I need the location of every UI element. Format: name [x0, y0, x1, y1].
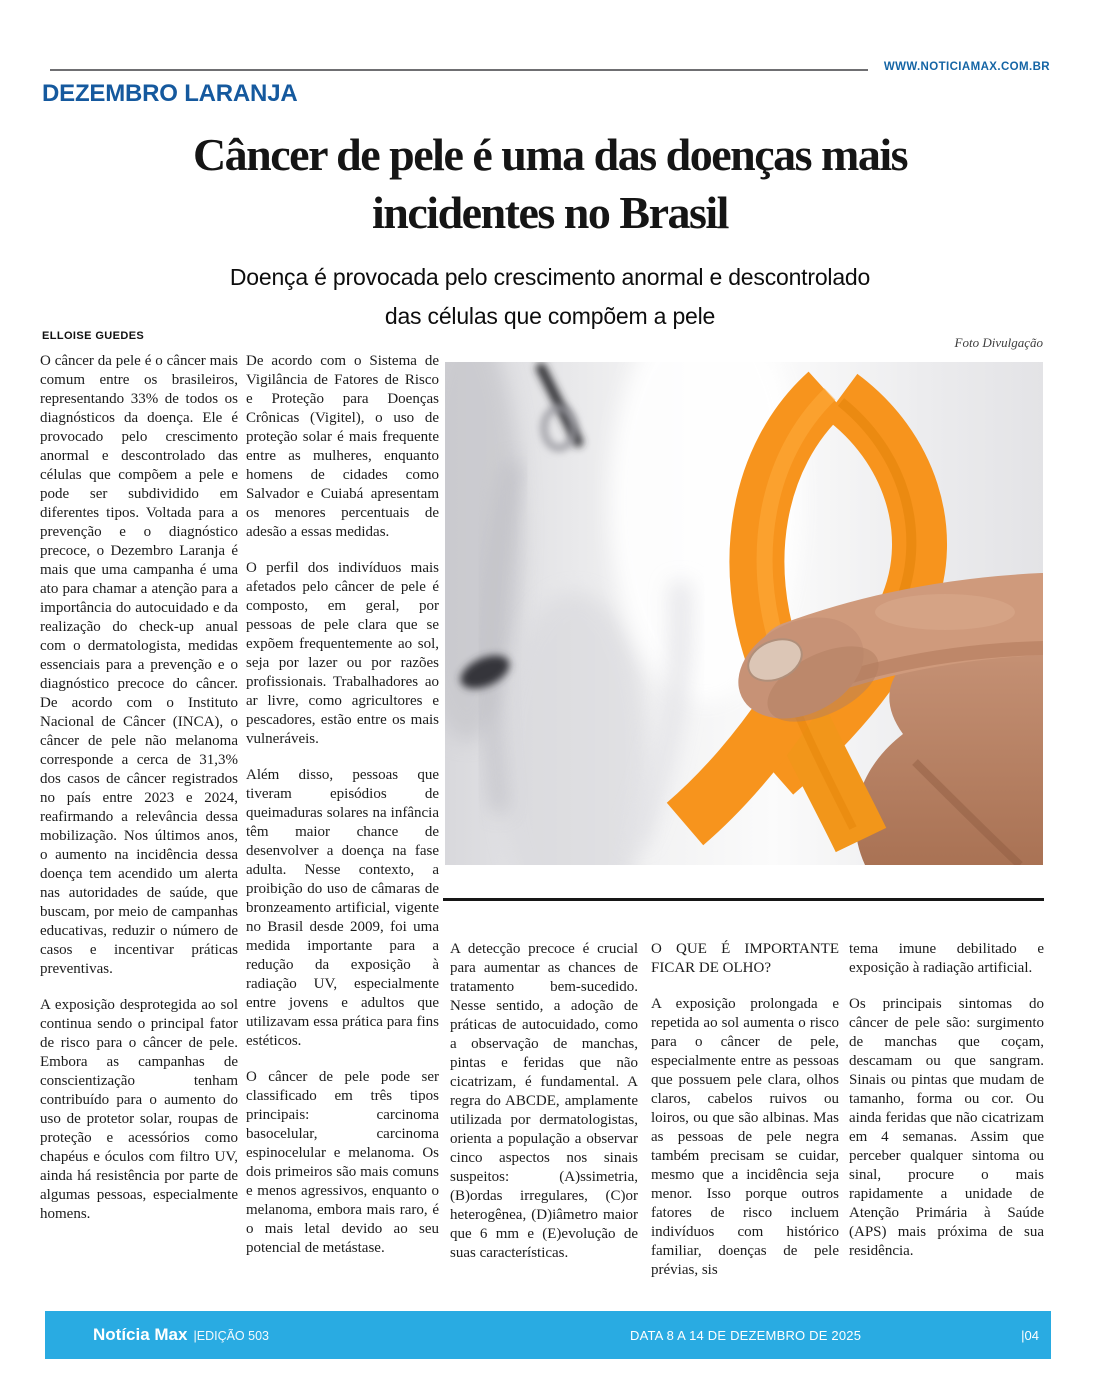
paragraph: A exposição desprotegida ao sol continua sendo o principal fator de risco para o câncer de pele. Embora as campanhas de conscientização tenham contribuído para o aumento do uso de protetor solar, roupas de proteção e acessórios como chapéus e óculos com filtro UV, ainda há resistência por parte de algumas pessoas, especialmente homens. [40, 997, 238, 1222]
subtitle-line-1: Doença é provocada pelo crescimento anormal e descontrolado [229, 264, 871, 290]
footer-bar [45, 1311, 1051, 1359]
orange-ribbon-illustration [445, 362, 1043, 865]
photo-credit: Foto Divulgação [954, 335, 1043, 350]
section-subheading: O QUE É IMPORTANTE FICAR DE OLHO? [651, 941, 839, 976]
section-divider-line [443, 898, 1044, 901]
paragraph: Os principais sintomas do câncer de pele são: surgimento de manchas que coçam, descamam ou que sangram. Sinais ou pintas que mudam de tamanho, forma ou cor. Ou ainda feridas que não cicatrizam em 4 semanas. Assim que perceber qualquer sintoma ou sinal, procure o mais rapidamente a unidade de Atenção Primária à Saúde (APS) mais próxima de sua residência. [849, 996, 1044, 1259]
paragraph: De acordo com o Sistema de Vigilância de Fatores de Risco e Proteção para Doenças Crônicas (Vigitel), o uso de proteção solar é mais frequente entre as mulheres, enquanto homens de cidades como Salvador e Cuiabá apresentam os menores percentuais de adesão a essas medidas. [246, 353, 439, 540]
paragraph: tema imune debilitado e exposição à radiação artificial. [849, 941, 1044, 976]
article-column-5 [849, 940, 1044, 1288]
paragraph: A exposição prolongada e repetida ao sol aumenta o risco para o câncer de pele, especialmente entre as pessoas que possuem pele clara, olhos claros, cabelos ruivos ou loiros, ou que são albinas. Mas as pessoas de pele negra também precisam se cuidar, mesmo que a incidência seja menor. Isso porque outros fatores de risco incluem indivíduos com histórico familiar, doenças de pele prévias, sis [651, 996, 839, 1278]
footer-edition: |EDIÇÃO 503 [193, 1329, 269, 1343]
article-headline [0, 126, 1100, 242]
article-subtitle [0, 258, 1100, 336]
article-column-2 [246, 352, 439, 1290]
paragraph: O perfil dos indivíduos mais afetados pelo câncer de pele é composto, em geral, por pessoas de pele clara que se expõem frequentemente ao sol, seja por lazer ou por razões profissionais. Trabalhadores ao ar livre, como agricultores e pescadores, estão entre os mais vulneráveis. [246, 560, 439, 747]
footer-date: DATA 8 A 14 DE DEZEMBRO DE 2025 [630, 1327, 862, 1343]
footer-brand-group [93, 1325, 269, 1345]
article-column-4 [651, 940, 839, 1288]
author-byline: ELLOISE GUEDES [42, 330, 145, 342]
header-divider-line [50, 69, 868, 71]
headline-line-2: incidentes no Brasil [372, 187, 728, 238]
paragraph: A detecção precoce é crucial para aumentar as chances de tratamento bem-sucedido. Nesse sentido, a adoção de práticas de autocuidado, como a observação de manchas, pintas e feridas que não cicatrizam, é fundamental. A regra do ABCDE, amplamente utilizada por dermatologistas, orienta a população a observar cinco aspectos nos sinais suspeitos: (A)ssimetria, (B)ordas irregulares, (C)or heterogênea, (D)iâmetro maior que 6 mm e (E)evolução de suas características. [450, 941, 638, 1261]
website-url: WWW.NOTICIAMAX.COM.BR [883, 61, 1050, 73]
paragraph: Além disso, pessoas que tiveram episódios de queimaduras solares na infância têm maior chance de desenvolver a doença na fase adulta. Nesse contexto, a proibição do uso de câmaras de bronzeamento artificial, vigente no Brasil desde 2009, foi uma medida importante para a redução da exposição à radiação UV, especialmente entre jovens e adultos que utilizavam essa prática para fins estéticos. [246, 767, 439, 1049]
footer-page-number: |04 [1021, 1327, 1039, 1343]
headline-line-1: Câncer de pele é uma das doenças mais [192, 129, 908, 180]
article-column-3 [450, 940, 638, 1288]
subtitle-line-2: das células que compõem a pele [384, 303, 716, 329]
ribbon-photo [445, 362, 1043, 865]
section-kicker: DEZEMBRO LARANJA [42, 80, 298, 107]
footer-brand: Notícia Max [93, 1325, 188, 1344]
paragraph: O câncer de pele pode ser classificado em três tipos principais: carcinoma basocelular, carcinoma espinocelular e melanoma. Os dois primeiros são mais comuns e menos agressivos, enquanto o melanoma, embora mais raro, é o mais letal devido ao seu potencial de metástase. [246, 1069, 439, 1256]
paragraph: O câncer da pele é o câncer mais comum entre os brasileiros, representando 33% de todos os diagnósticos da doença. Ele é provocado pelo crescimento anormal e descontrolado das células que compõem a pele e pode ser subdividido em diferentes tipos. Voltada para a prevenção e o diagnóstico precoce, o Dezembro Laranja é mais que uma campanha é uma ato para chamar a atenção para a importância do autocuidado e da realização do check-up anual com o dermatologista, medidas essenciais para a prevenção e o diagnóstico precoce do câncer. De acordo com o Instituto Nacional de Câncer (INCA), o câncer de pele não melanoma corresponde a cerca de 31,3% dos casos de câncer registrados no país entre 2023 e 2024, reafirmando a relevância dessa mobilização. Nos últimos anos, o aumento na incidência dessa doença tem acendido um alerta nas autoridades de saúde, que buscam, por meio de campanhas educativas, reduzir o número de casos e incentivar práticas preventivas. [40, 353, 238, 977]
article-column-1 [40, 352, 238, 1290]
